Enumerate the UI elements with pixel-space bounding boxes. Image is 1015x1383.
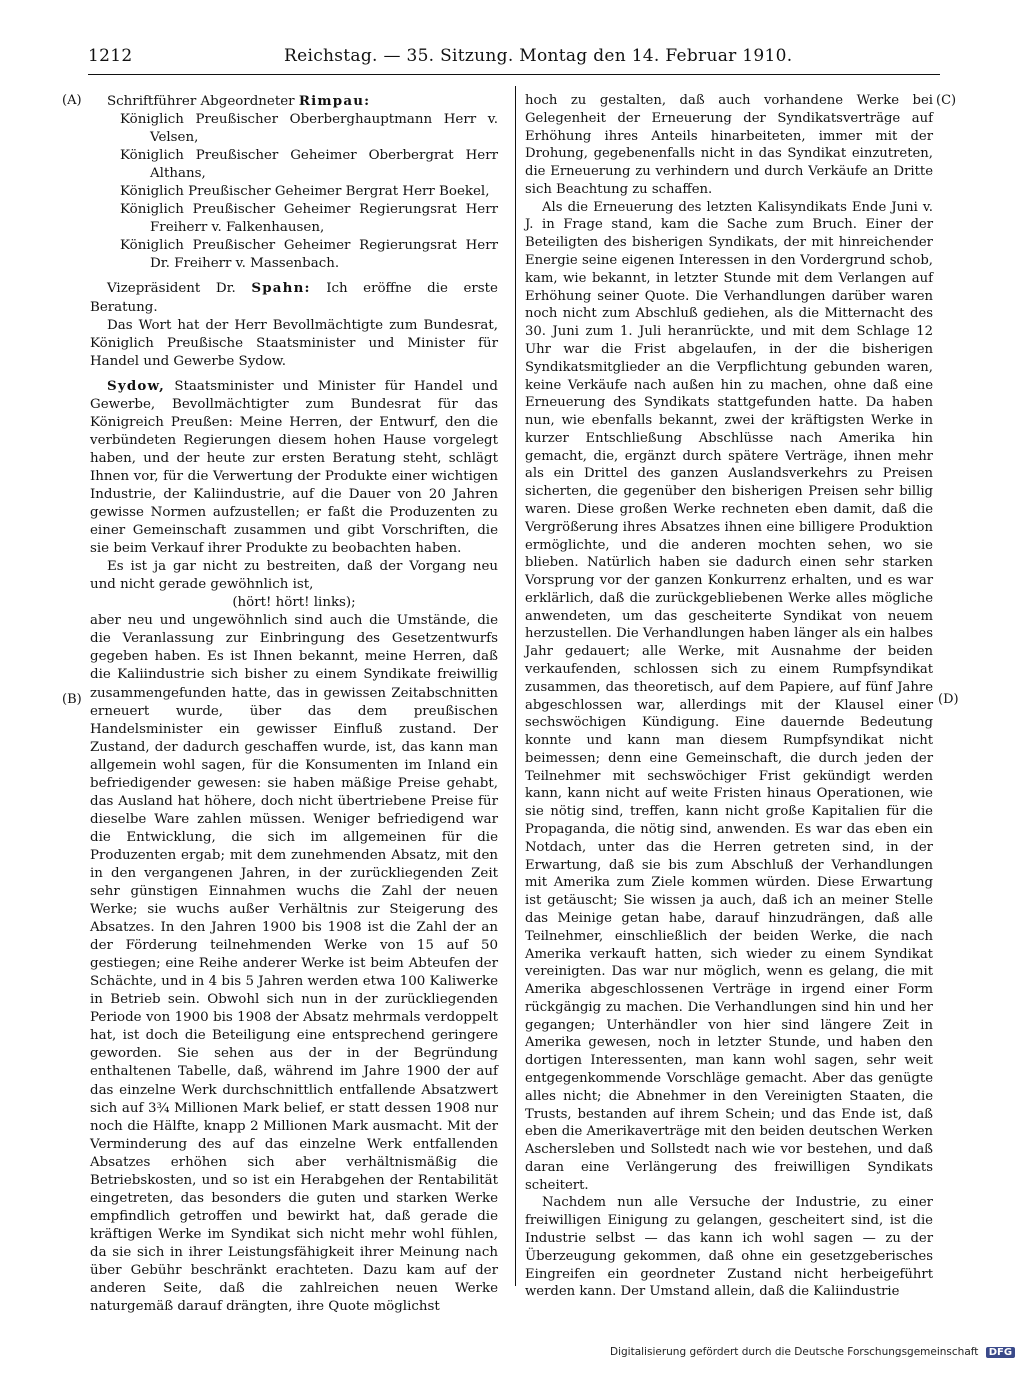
interjection: (hört! hört! links); xyxy=(232,595,356,611)
margin-marker-a: (A) xyxy=(62,93,82,108)
speaker-name: Sydow, xyxy=(107,377,166,394)
attendee-list xyxy=(90,111,498,273)
attendee-item: Königlich Preußischer Geheimer Oberbergrat Herr Althans, xyxy=(120,148,498,182)
attendee-item: Königlich Preußischer Geheimer Regierungsrat Herr Freiherr v. Falkenhausen, xyxy=(120,202,498,236)
paragraph: aber neu und ungewöhnlich sind auch die Umstände, die die Veranlassung zur Einbringung des Gesetzentwurfs gegeben haben. Es ist Ihnen bekannt, meine Herren, daß die Kaliindustrie sich bisher zu einem Syndikate freiwillig zusammengefunden hatte, das in gewissen Zeitabschnitten erneuert wurde, über das dem preußischen Handelsminister ein gewisser Einfluß zustand. Der Zustand, der dadurch geschaffen wurde, ist, das kann man allgemein wohl sagen, für die Konsumenten im Inland ein befriedigender gewesen: sie haben mäßige Preise gehabt, das Ausland hat höhere, doch nicht übertriebene Preise für dieselbe Ware zahlen müssen. Weniger befriedigend war die Entwicklung, die sich im allgemeinen für die Produzenten ergab; mit dem zunehmenden Absatz, mit den in den vergangenen Jahren, in der zurückliegenden Zeit sehr günstigen Einnahmen wuchs die Zahl der neuen Werke; sie wuchs außer Verhältnis zur Steigerung des Absatzes. In den Jahren 1900 bis 1908 ist die Zahl der an der Förderung teilnehmenden Werke von 15 auf 50 gestiegen; eine Reihe anderer Werke ist beim Abteufen der Schächte, und in 4 bis 5 Jahren werden etwa 100 Kaliwerke in Betrieb sein. Obwohl sich nun in der zurückliegenden Periode von 1900 bis 1908 der Absatz mehrmals verdoppelt hat, ist doch die Beteiligung eine entsprechend geringere geworden. Sie sehen aus der in der Begründung enthaltenen Tabelle, daß, während im Jahre 1900 der auf das einzelne Werk durchschnittlich entfallende Absatzwert sich auf 3¾ Millionen Mark belief, er statt dessen 1908 nur noch die Hälfte, knapp 2 Millionen Mark ausmacht. Mit der Verminderung des auf das einzelne Werk entfallenden Absatzes erhöhen sich aber verhältnismäßig die Betriebskosten, und so ist ein Herabgehen der Rentabilität eingetreten, das besonders die guten und starken Werke empfindlich getroffen und bewirkt hat, daß gerade die kräftigen Werke im Syndikat sich nicht mehr wohl fühlen, da sie sich in ihrer Leistungsfähigkeit ihrer Meinung nach über Gebühr beschränkt erachteten. Dazu kam auf der anderen Seite, daß die zahlreichen neuen Werke naturgemäß darauf drängten, ihre Quote möglichst xyxy=(90,613,498,1315)
vice-president-text: Ich eröffne die erste Beratung. xyxy=(90,281,498,315)
attendee-item: Königlich Preußischer Oberberghauptmann Herr v. Velsen, xyxy=(120,112,498,146)
dfg-logo: DFG xyxy=(986,1347,1015,1358)
paragraph: Das Wort hat der Herr Bevollmächtigte zum Bundesrat, Königlich Preußische Staatsminister und Minister für Handel und Gewerbe Sydow. xyxy=(90,317,498,369)
speaker-paragraph xyxy=(90,377,498,558)
left-column xyxy=(90,92,498,1316)
speaker-text: Staatsminister und Minister für Handel und Gewerbe, Bevollmächtigter zum Bundesrat für das Königreich Preußen: Meine Herren, der Entwurf, den die verbündeten Regierungen diesem hohen Hause vorgelegt haben, und der heute zur ersten Beratung steht, schlägt Ihnen vor, für die Verwertung der Produkte einer wichtigen Industrie, der Kaliindustrie, auf die Dauer von 20 Jahren gewisse Normen aufzustellen; er faßt die Produzenten zu einer Gemeinschaft zusammen und gibt Vorschriften, die sie beim Verkauf ihrer Produkte zu beobachten haben. xyxy=(90,378,498,557)
paragraph: Als die Erneuerung des letzten Kalisyndikats Ende Juni v. J. in Frage stand, kam die Sache zum Bruch. Einer der Beteiligten des bisherigen Syndikats, der mit hinreichender Energie seine eigenen Interessen in den Vordergrund schob, kam, wie bekannt, in letzter Stunde mit dem Verlangen auf Erhöhung seiner Quote. Die Verhandlungen darüber waren noch nicht zum Abschluß gediehen, als die Mitternacht des 30. Juni zum 1. Juli heranrückte, und mit dem Schlage 12 Uhr war die Frist abgelaufen, in der die bisherigen Syndikatsmitglieder an die Verpflichtung gebunden waren, keine Verkäufe nach außen hin zu machen, ohne daß eine Erneuerung des Syndikats stattgefunden hatte. Da haben nun, wie ebenfalls bekannt, zwei der kräftigsten Werke in kurzer Entschließung Abschlüsse nach Amerika hin gemacht, die, ergänzt durch spätere Verträge, ihnen mehr als ein Drittel des ganzen Auslandsverkehrs zu Preisen sicherten, die gegenüber den bisherigen Preisen sehr billig waren. Diese großen Werke rechneten eben damit, daß die Vergrößerung ihres Absatzes ihnen eine billigere Produktion ermöglichte, und die anderen mochten sehen, wo sie blieben. Natürlich haben sie dadurch einen sehr starken Vorsprung vor der ganzen Konkurrenz erhalten, und es war erklärlich, daß die zurückgebliebenen Werke alles mögliche anwendeten, um das gescheiterte Syndikat von neuem herzustellen. Die Verhandlungen haben länger als ein halbes Jahr gedauert; alle Werke, mit Ausnahme der beiden verkaufenden, schlossen sich zu einem Rumpfsyndikat zusammen, das theoretisch, auf dem Papiere, auf fünf Jahre abgeschlossen war, allerdings mit der Klausel einer sechswöchigen Kündigung. Eine dauernde Bedeutung konnte und kann man diesem Rumpfsyndikat nicht beimessen; denn eine Gemeinschaft, die durch jeden der Teilnehmer mit sechswöchiger Frist gekündigt werden kann, kann nicht auf weite Fristen hinaus Operationen, wie sie nötig sind, treffen, kann nicht große Kapitalien für die Propaganda, die nötig sind, anwenden. Es war das eben ein Notdach, unter das die Herren getreten sind, in der Erwartung, daß sie bis zum Abschluß der Verhandlungen mit Amerika zum Ziele kommen würden. Diese Erwartung ist getäuscht; Sie wissen ja auch, daß ich an meiner Stelle das Meinige getan habe, darauf hinzudrängen, daß alle Teilnehmer, einschließlich der beiden Werke, die nach Amerika verkauft hatten, sich wieder zu einem Syndikat vereinigten. Das war nur möglich, wenn es gelang, die mit Amerika abgeschlossenen Verträge in irgend einer Form rückgängig zu machen. Die Verhandlungen sind hin und her gegangen; Unterhändler von hier sind längere Zeit in Amerika gewesen, noch in letzter Stunde, und haben den dortigen Interessenten, man kann wohl sagen, sehr weit entgegenkommende Vorschläge gemacht. Aber das genügte alles nicht; die Abnehmer in den Vereinigten Staaten, die Trusts, bestanden auf ihrem Schein; und das Ende ist, daß eben die Amerikaverträge mit den beiden deutschen Werken Aschersleben und Sollstedt nach wie vor bestehen, und daß daran eine Verlängerung des freiwilligen Syndikats scheitert. xyxy=(525,199,933,1193)
secretary-name: Rimpau: xyxy=(298,93,371,109)
vice-president-name: Spahn: xyxy=(251,280,311,297)
footer-text: Digitalisierung gefördert durch die Deutsche Forschungsgemeinschaft xyxy=(610,1346,979,1358)
paragraph: Nachdem nun alle Versuche der Industrie, zu einer freiwilligen Einigung zu gelangen, gescheitert sind, ist die Industrie selbst — das kann ich wohl sagen — zu der Überzeugung gekommen, daß ohne ein gesetzgeberisches Eingreifen ein geordneter Zustand nicht herbeigeführt werden kann. Der Umstand allein, daß die Kaliindustrie xyxy=(525,1195,933,1300)
paragraph: hoch zu gestalten, daß auch vorhandene Werke bei Gelegenheit der Erneuerung der Syndikatsverträge auf Erhöhung ihres Anteils hinarbeiteten, immer mit der Drohung, gegebenenfalls nicht in das Syndikat einzutreten, die Erneuerung zu verhindern und durch Verkäufe an Dritte sich Beachtung zu schaffen. xyxy=(525,93,933,197)
header-title: Reichstag. — 35. Sitzung. Montag den 14. Februar 1910. xyxy=(284,46,793,66)
footer-credit xyxy=(610,1346,1013,1366)
vice-president-label: Vizepräsident Dr. xyxy=(107,281,236,297)
margin-marker-d: (D) xyxy=(938,692,959,707)
column-divider xyxy=(515,86,516,1286)
page-header xyxy=(88,44,940,75)
attendee-item: Königlich Preußischer Geheimer Regierungsrat Herr Dr. Freiherr v. Massenbach. xyxy=(120,238,498,272)
right-column xyxy=(525,92,933,1301)
attendee-item: Königlich Preußischer Geheimer Bergrat Herr Boekel, xyxy=(120,184,490,200)
secretary-paragraph xyxy=(90,92,498,111)
margin-marker-c: (C) xyxy=(936,93,957,108)
secretary-label: Schriftführer Abgeordneter xyxy=(107,94,295,109)
page-number: 1212 xyxy=(88,46,133,66)
paragraph: Es ist ja gar nicht zu bestreiten, daß der Vorgang neu und nicht gerade gewöhnlich ist, xyxy=(90,559,498,593)
margin-marker-b: (B) xyxy=(62,692,82,707)
vice-president-paragraph xyxy=(90,279,498,316)
